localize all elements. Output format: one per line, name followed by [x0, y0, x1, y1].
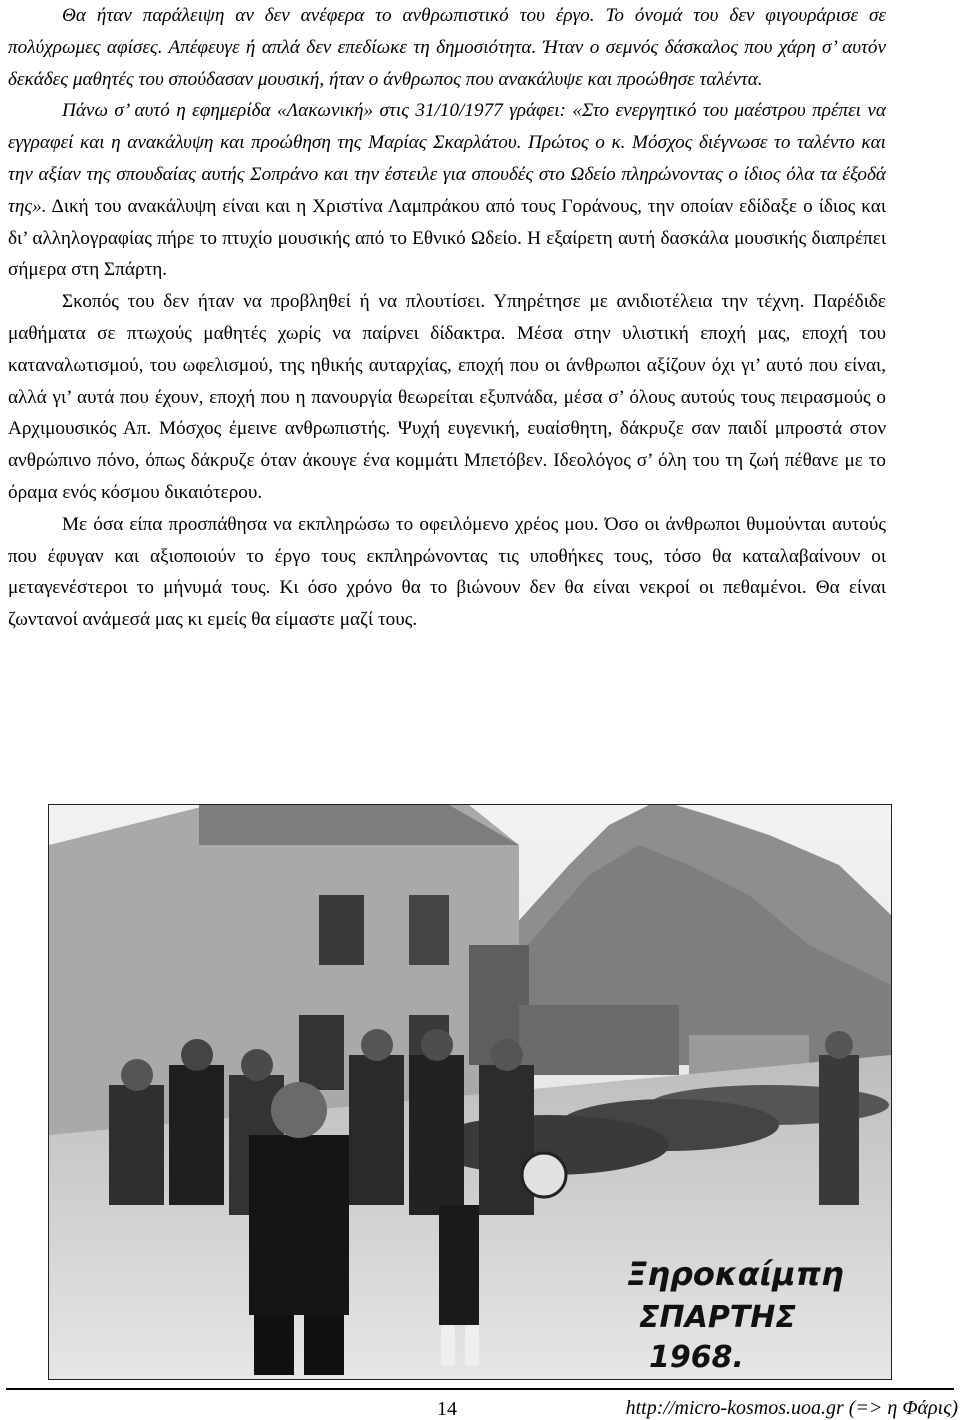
- building-window: [409, 895, 449, 965]
- paragraph: [8, 286, 886, 509]
- building-window: [299, 1015, 344, 1090]
- footer-divider: [6, 1388, 954, 1390]
- paragraph-text: Σκοπός του δεν ήταν να προβληθεί ή να πλουτίσει. Υπηρέτησε με ανιδιοτέλεια την τέχνη. Παρέδιδε μαθήματα σε πτωχούς μαθητές χωρίς να παίρνει δίδακτρα. Μέσα στην υλιστική εποχή μας, εποχή του καταναλωτισμού, του ωφελισμού, της ηθικής αυταρχίας, εποχή που οι άνθρωποι αξίζουν όχι γι’ αυτό που είναι, αλλά γι’ αυτά που έχουν, εποχή που η πανουργία θεωρείται εξυπνάδα, μέσα σ’ όλους αυτούς τους πειρασμούς ο Αρχιμουσικός Απ. Μόσχος έμεινε ανθρωπιστής. Ψυχή ευγενική, ευαίσθητη, δάκρυζε σαν παιδί μπροστά στον ανθρώπινο πόνο, όπως δάκρυζε όταν άκουγε ένα κομμάτι Μπετόβεν. Ιδεολόγος σ’ όλη του τη ζωή πέθανε με το όραμα ενός κόσμου δικαιότερου.: [8, 291, 886, 503]
- building-window: [319, 895, 364, 965]
- page-number: 14: [437, 1398, 457, 1420]
- newspaper-quote: Πάνω σ’ αυτό η εφημερίδα «Λακωνική» στις 31/10/1977 γράφει: «Στο ενεργητικό του μαέστρου πρέπει να εγγραφεί και η ανακάλυψη και προώθηση της Μαρίας Σκαρλάτου. Πρώτος ο κ. Μόσχος διέγνωσε το ταλέντο και την αξίαν της σπουδαίας αυτής Σοπράνο και την έστειλε για σπουδές στο Ωδείο πληρώνοντας ο ίδιος όλα τα έξοδά της».: [8, 100, 886, 217]
- parade-photo-illustration: [49, 805, 891, 1379]
- paragraph: [8, 0, 886, 95]
- paragraph: [8, 509, 886, 636]
- bystander: [819, 1055, 859, 1205]
- paragraph: [8, 95, 886, 286]
- photo-caption-line3: 1968.: [649, 1340, 744, 1375]
- article-body: [8, 0, 886, 636]
- paragraph-text: Δική του ανακάλυψη είναι και η Χριστίνα Λαμπράκου από τους Γοράνους, την οποίαν εδίδαξε ο ίδιος και δι’ αλληλογραφίας πήρε το πτυχίο μουσικής από το Εθνικό Ωδείο. Η εξαίρετη αυτή δασκάλα μουσικής διαπρέπει σήμερα στη Σπάρτη.: [8, 195, 886, 281]
- paragraph-text: Θα ήταν παράλειψη αν δεν ανέφερα το ανθρωπιστικό του έργο. Το όνομά του δεν φιγουράρισε σε πολύχρωμες αφίσες. Απέφευγε ή απλά δεν επεδίωκε τη δημοσιότητα. Ήταν ο σεμνός δάσκαλος που χάρη σ’ αυτόν δεκάδες μαθητές του σπούδασαν μουσική, ήταν ο άνθρωπος που ανακάλυψε και προώθησε ταλέντα.: [8, 5, 886, 90]
- photo-caption-line1: Ξηροκαίμπη: [627, 1255, 844, 1293]
- photo-caption-line2: ΣΠΑΡΤΗΣ: [639, 1300, 796, 1335]
- historical-photograph: [48, 804, 892, 1380]
- footer-url: http://micro-kosmos.uoa.gr (=> η Φάρις): [625, 1397, 958, 1419]
- paragraph-text: Με όσα είπα προσπάθησα να εκπληρώσω το οφειλόμενο χρέος μου. Όσο οι άνθρωποι θυμούνται αυτούς που έφυγαν και αξιοποιούν το έργο τους εκπληρώνοντας τις υποθήκες τους, τόσο θα καταλαβαίνουν οι μεταγενέστεροι το μήνυμά τους. Κι όσο χρόνο θα το βιώνουν δεν θα είναι νεκροί οι πεθαμένοι. Θα είναι ζωντανοί ανάμεσά μας κι εμείς θα είμαστε μαζί τους.: [8, 513, 886, 631]
